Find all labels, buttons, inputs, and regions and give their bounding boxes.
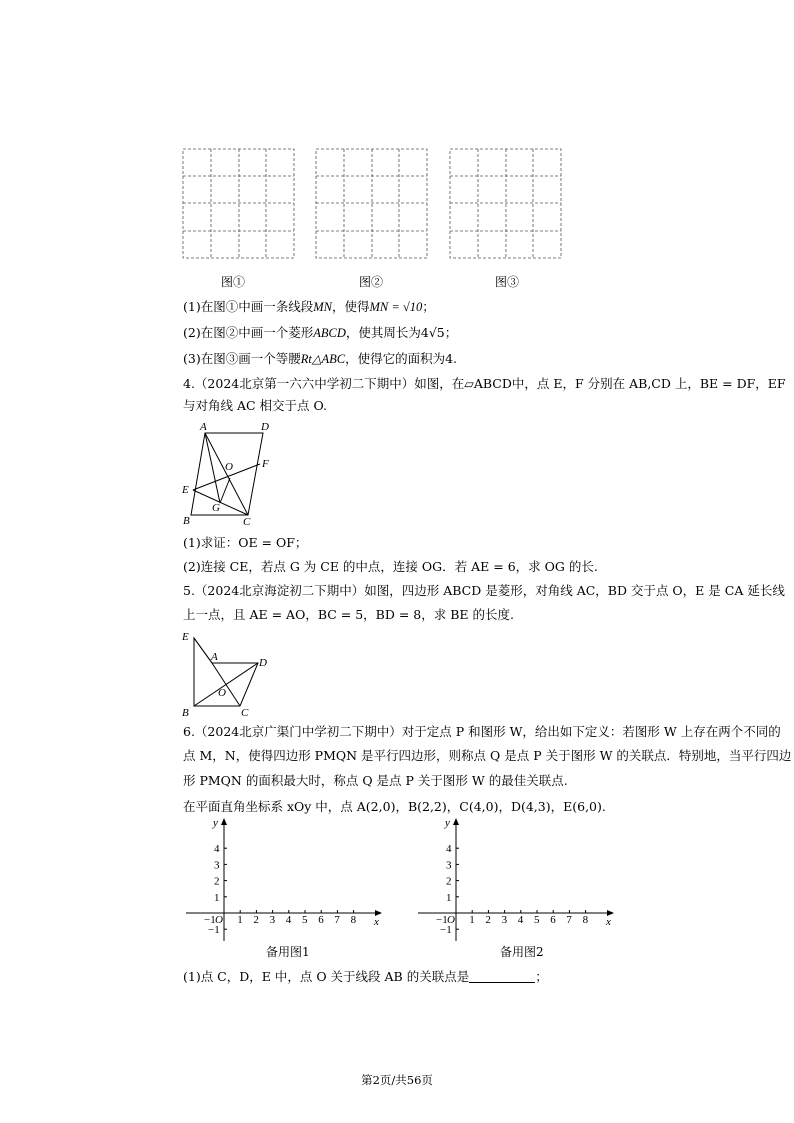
q4-label-e: E xyxy=(182,484,189,496)
q5-label-d: D xyxy=(259,657,267,669)
q6-coordinate-axes xyxy=(0,815,794,945)
x-tick-label-2-5: 5 xyxy=(534,914,540,926)
y-tick-label-1-3: 3 xyxy=(214,859,220,872)
x-tick-label-1-neg1: −1 xyxy=(204,914,216,926)
y-tick-label-2-1: 1 xyxy=(446,891,452,904)
x-axis-label-1: x xyxy=(374,916,379,928)
q3-part1: (1)在图①中画一条线段MN，使得MN = √10； xyxy=(183,299,435,314)
x-tick-label-2-8: 8 xyxy=(582,914,589,926)
y-tick-label-1-2: 2 xyxy=(214,875,220,888)
y-tick-label-2-3: 3 xyxy=(446,859,452,872)
q5-label-c: C xyxy=(241,707,249,718)
dashed-grids xyxy=(0,0,794,270)
grid-2 xyxy=(316,149,427,258)
grid-caption-3: 图③ xyxy=(495,275,520,289)
x-tick-label-2-7: 7 xyxy=(566,914,572,926)
q6-caption-1: 备用图1 xyxy=(266,945,310,959)
x-tick-label-2-2: 2 xyxy=(485,914,491,926)
grid-caption-2: 图② xyxy=(359,275,384,289)
q6-caption-2: 备用图2 xyxy=(500,945,544,959)
y-axis-label-1: y xyxy=(213,817,218,829)
grid-3 xyxy=(450,149,561,258)
q4-label-f: F xyxy=(262,458,269,470)
q5-label-o: O xyxy=(218,687,226,699)
q4-label-d: D xyxy=(261,421,269,433)
q4-text-line1: 4.（2024北京第一六六中学初二下期中）如图，在▱ABCD中，点 E，F 分别在 AB,CD 上，BE = DF，EF xyxy=(183,376,786,391)
q4-sub2: (2)连接 CE，若点 G 为 CE 的中点，连接 OG．若 AE = 6，求 OG 的长. xyxy=(183,559,598,574)
q3-part3: (3)在图③画一个等腰Rt△ABC，使得它的面积为4. xyxy=(183,351,458,366)
q4-label-o: O xyxy=(225,461,233,473)
x-tick-label-1-5: 5 xyxy=(302,914,308,926)
q5-text-line2: 上一点，且 AE = AO，BC = 5，BD = 8，求 BE 的长度. xyxy=(183,607,514,622)
q4-label-b: B xyxy=(183,515,190,527)
y-tick-label-2-4: 4 xyxy=(446,843,452,856)
x-tick-label-2-4: 4 xyxy=(517,914,524,926)
x-tick-label-1-3: 3 xyxy=(269,914,276,926)
origin-label-1: O xyxy=(215,914,223,926)
q3-part2: (2)在图②中画一个菱形ABCD，使其周长为4√5； xyxy=(183,325,458,340)
q6-text-line4: 在平面直角坐标系 xOy 中，点 A(2,0)，B(2,2)，C(4,0)，D(4,3)，E(6,0). xyxy=(183,799,606,814)
grid-caption-1: 图① xyxy=(221,275,246,289)
origin-label-2: O xyxy=(447,914,455,926)
y-tick-label-2-2: 2 xyxy=(446,875,452,888)
x-tick-label-2-1: 1 xyxy=(469,914,475,926)
answer-blank[interactable] xyxy=(469,970,535,983)
q5-text-line1: 5.（2024北京海淀初二下期中）如图，四边形 ABCD 是菱形，对角线 AC，BD 交于点 O，E 是 CA 延长线 xyxy=(183,583,785,598)
q5-rhombus-figure xyxy=(178,628,278,718)
q6-text-line1: 6.（2024北京广渠门中学初二下期中）对于定点 P 和图形 W，给出如下定义：若图形 W 上存在两个不同的 xyxy=(183,724,781,739)
q5-label-b: B xyxy=(182,707,189,718)
x-tick-label-1-4: 4 xyxy=(285,914,292,926)
q4-text-line2: 与对角线 AC 相交于点 O. xyxy=(183,398,328,413)
q4-sub1: (1)求证：OE = OF； xyxy=(183,535,308,550)
q5-label-e: E xyxy=(182,631,189,643)
q6-text-line3: 形 PMQN 的面积最大时，称点 Q 是点 P 关于图形 W 的最佳关联点. xyxy=(183,773,568,788)
y-axis-arrow-2 xyxy=(453,818,459,825)
q4-label-c: C xyxy=(243,516,251,528)
grid-1 xyxy=(183,149,294,258)
x-tick-label-1-2: 2 xyxy=(253,914,259,926)
x-axis-label-2: x xyxy=(606,916,611,928)
x-tick-label-2-neg1: −1 xyxy=(436,914,448,926)
y-tick-label-2-neg1: −1 xyxy=(440,924,452,937)
x-tick-label-1-6: 6 xyxy=(318,914,324,926)
x-tick-label-1-1: 1 xyxy=(237,914,243,926)
x-tick-label-1-7: 7 xyxy=(334,914,340,926)
y-tick-label-1-neg1: −1 xyxy=(208,924,220,937)
y-tick-label-1-1: 1 xyxy=(214,891,220,904)
x-tick-label-2-6: 6 xyxy=(550,914,556,926)
page-footer: 第2页/共56页 xyxy=(361,1073,433,1087)
q6-text-line2: 点 M，N，使得四边形 PMQN 是平行四边形，则称点 Q 是点 P 关于图形 W 的关联点．特别地，当平行四边 xyxy=(183,748,792,763)
q4-label-g: G xyxy=(212,502,220,514)
y-tick-label-1-4: 4 xyxy=(214,843,220,856)
x-tick-label-2-3: 3 xyxy=(501,914,508,926)
y-axis-label-2: y xyxy=(445,817,450,829)
y-axis-arrow-1 xyxy=(221,818,227,825)
q4-label-a: A xyxy=(200,421,207,433)
x-tick-label-1-8: 8 xyxy=(350,914,357,926)
q4-parallelogram-figure xyxy=(175,418,285,530)
q5-label-a: A xyxy=(211,651,218,663)
q6-sub1: (1)点 C，D，E 中，点 O 关于线段 AB 的关联点是 ； xyxy=(183,969,548,984)
